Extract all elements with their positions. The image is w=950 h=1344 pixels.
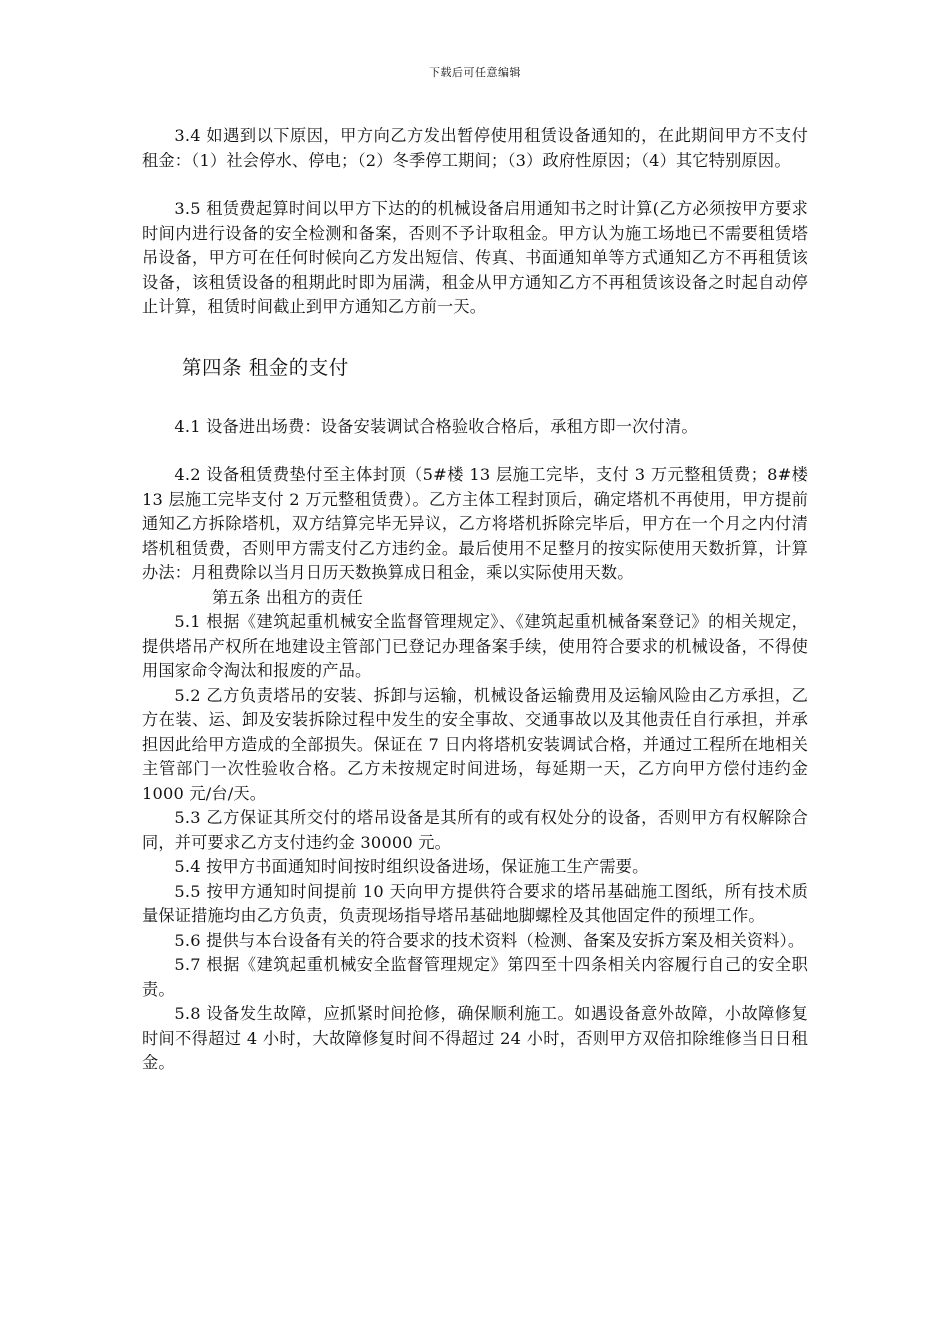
clause-5-7: 5.7 根据《建筑起重机械安全监督管理规定》第四至十四条相关内容履行自己的安全职责。 [142, 955, 808, 999]
clause-4-1: 4.1 设备进出场费：设备安装调试合格验收合格后，承租方即一次付清。 [174, 416, 698, 436]
article-4-heading: 第四条 租金的支付 [182, 355, 349, 379]
clause-5-8: 5.8 设备发生故障，应抓紧时间抢修，确保顺利施工。如遇设备意外故障，小故障修复时间不得超过 4 小时，大故障修复时间不得超过 24 小时，否则甲方双倍扣除维修当日日租金。 [142, 1004, 808, 1072]
clause-5-3: 5.3 乙方保证其所交付的塔吊设备是其所有的或有权处分的设备，否则甲方有权解除合同，并可要求乙方支付违约金 30000 元。 [142, 808, 808, 852]
clause-5-2: 5.2 乙方负责塔吊的安装、拆卸与运输，机械设备运输费用及运输风险由乙方承担，乙方在装、运、卸及安装拆除过程中发生的安全事故、交通事故以及其他责任自行承担，并承担因此给甲方造成的全部损失。保证在 7 日内将塔机安装调试合格，并通过工程所在地相关主管部门一次性验收合格。乙方未按规定时间进场，每延期一天，乙方向甲方偿付违约金 1000 元/台/天。 [142, 685, 808, 803]
clause-5-5: 5.5 按甲方通知时间提前 10 天向甲方提供符合要求的塔吊基础施工图纸，所有技术质量保证措施均由乙方负责，负责现场指导塔吊基础地脚螺栓及其他固定件的预埋工作。 [142, 881, 808, 925]
clause-5-4: 5.4 按甲方书面通知时间按时组织设备进场，保证施工生产需要。 [174, 857, 649, 876]
document-body [142, 124, 808, 1076]
page-header: 下载后可任意编辑 [429, 66, 521, 79]
clause-5-6: 5.6 提供与本台设备有关的符合要求的技术资料（检测、备案及安拆方案及相关资料）。 [174, 930, 805, 950]
clause-3-5: 3.5 租赁费起算时间以甲方下达的的机械设备启用通知书之时计算(乙方必须按甲方要求时间内进行设备的安全检测和备案，否则不予计取租金。甲方认为施工场地已不需要租赁塔吊设备，甲方可在任何时候向乙方发出短信、传真、书面通知单等方式通知乙方不再租赁该设备，该租赁设备的租期此时即为届满，租金从甲方通知乙方不再租赁该设备之时起自动停止计算，租赁时间截止到甲方通知乙方前一天。 [142, 199, 808, 316]
clause-4-2: 4.2 设备租赁费垫付至主体封顶（5#楼 13 层施工完毕，支付 3 万元整租赁费；8#楼 13 层施工完毕支付 2 万元整租赁费）。乙方主体工程封顶后，确定塔机不再使用，甲方提前通知乙方拆除塔机，双方结算完毕无异议，乙方将塔机拆除完毕后，甲方在一个月之内付清塔机租赁费，否则甲方需支付乙方违约金。最后使用不足整月的按实际使用天数折算，计算办法：月租费除以当月日历天数换算成日租金，乘以实际使用天数。 [142, 465, 808, 582]
clause-3-4: 3.4 如遇到以下原因，甲方向乙方发出暂停使用租赁设备通知的，在此期间甲方不支付租金：（1）社会停水、停电；（2）冬季停工期间；（3）政府性原因；（4）其它特别原因。 [142, 126, 808, 170]
article-5-heading: 第五条 出租方的责任 [212, 587, 363, 607]
clause-5-1: 5.1 根据《建筑起重机械安全监督管理规定》、《建筑起重机械备案登记》的相关规定，提供塔吊产权所在地建设主管部门已登记办理备案手续，使用符合要求的机械设备，不得使用国家命令淘汰和报废的产品。 [142, 612, 808, 680]
